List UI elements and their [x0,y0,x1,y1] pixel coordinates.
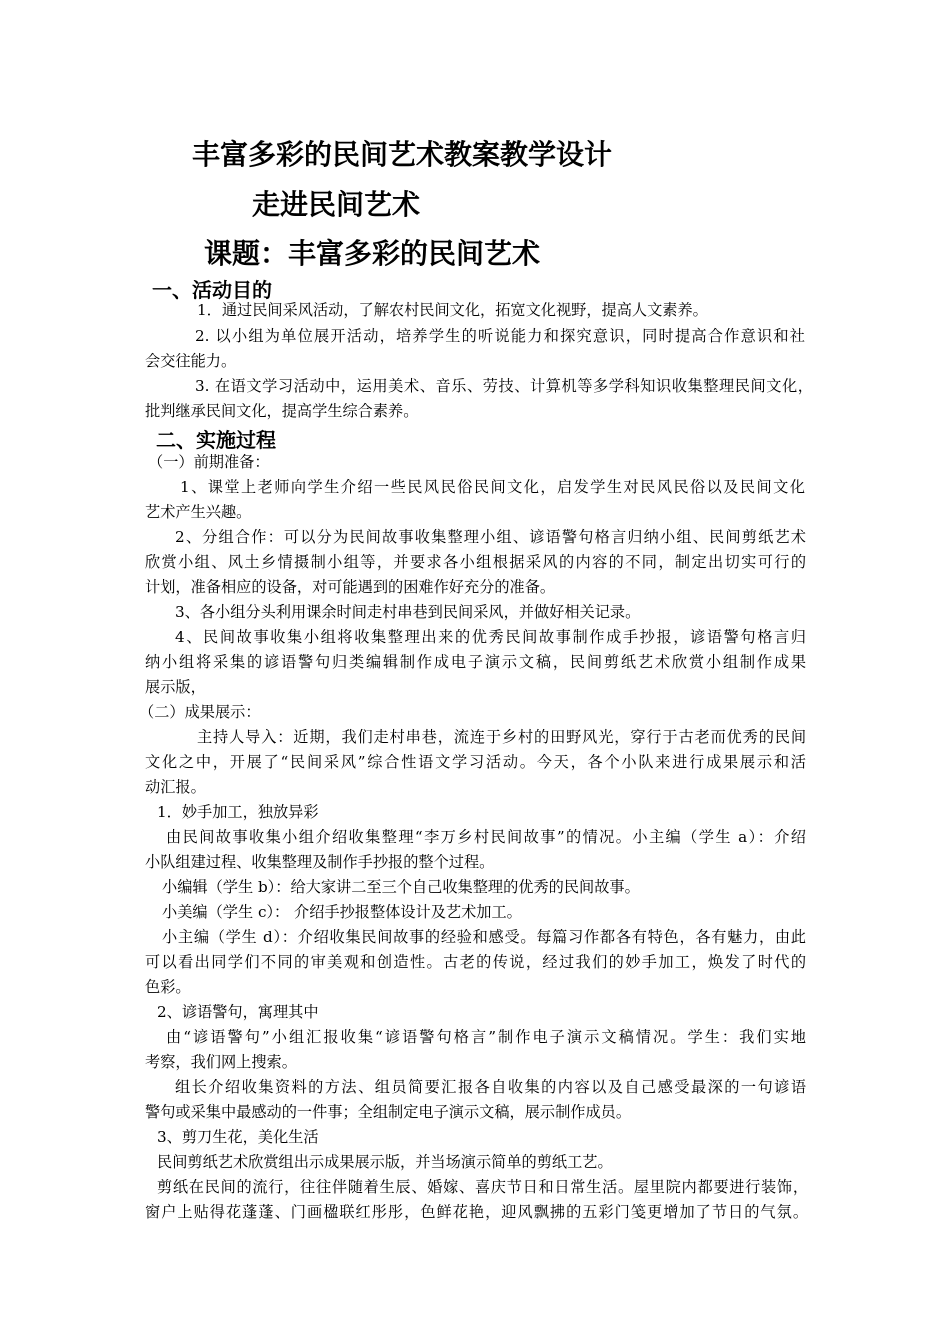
prep-step-2-line-3: 计划，准备相应的设备，对可能遇到的困难作好充分的准备。 [145,578,556,596]
result-item-1-line-2: 小队组建过程、收集整理及制作手抄报的整个过程。 [145,853,495,871]
result-item-1-line-7: 色彩。 [145,978,191,996]
prep-step-1-line-2: 艺术产生兴趣。 [145,503,252,521]
purpose-item-1: 1．通过民间采风活动，了解农村民间文化，拓宽文化视野，提高人文素养。 [197,301,708,319]
doc-title-main: 丰富多彩的民间艺术教案教学设计 [192,138,613,171]
host-intro-line-1: 主持人导入：近期，我们走村串巷，流连于乡村的田野风光，穿行于古老而优秀的民间 [197,728,806,746]
doc-title-sub: 走进民间艺术 [252,188,421,221]
result-item-3-line-3: 窗户上贴得花蓬蓬、门画楹联红彤彤，色鲜花艳，迎风飘拂的五彩门笺更增加了节日的气氛。 [145,1203,808,1221]
result-item-3-line-2: 剪纸在民间的流行，往往伴随着生辰、婚嫁、喜庆节日和日常生活。屋里院内都要进行装饰， [157,1178,808,1196]
prep-step-4-line-1: 4、民间故事收集小组将收集整理出来的优秀民间故事制作成手抄报，谚语警句格言归 [175,628,806,646]
prep-step-1-line-1: 1、课堂上老师向学生介绍一些民风民俗民间文化，启发学生对民风民俗以及民间文化 [180,478,805,496]
section-heading-process: 二、实施过程 [156,428,276,452]
section-heading-purpose: 一、活动目的 [152,278,272,302]
purpose-item-2-line-1: 2. 以小组为单位展开活动，培养学生的听说能力和探究意识，同时提高合作意识和社 [195,327,805,345]
result-item-3-line-1: 民间剪纸艺术欣赏组出示成果展示版，并当场演示简单的剪纸工艺。 [157,1153,613,1171]
purpose-item-3-line-2: 批判继承民间文化，提高学生综合素养。 [145,402,419,420]
result-item-1-line-4: 小美编（学生 c）： 介绍手抄报整体设计及艺术加工。 [162,903,522,921]
result-item-2-line-4: 警句或采集中最感动的一件事；全组制定电子演示文稿，展示制作成员。 [145,1103,631,1121]
result-item-1-line-5: 小主编（学生 d）：介绍收集民间故事的经验和感受。每篇习作都各有特色，各有魅力，由此 [162,928,806,946]
prep-step-3: 3、各小组分头利用课余时间走村串巷到民间采风，并做好相关记录。 [175,603,641,621]
doc-title-topic: 课题：丰富多彩的民间艺术 [204,237,541,270]
host-intro-line-2: 文化之中，开展了“民间采风”综合性语文学习活动。今天，各个小队来进行成果展示和活 [145,753,806,771]
result-item-1-line-6: 可以看出同学们不同的审美观和创造性。古老的传说，经过我们的妙手加工，焕发了时代的 [145,953,806,971]
result-item-2-line-1: 由“谚语警句”小组汇报收集“谚语警句格言”制作电子演示文稿情况。学生：我们实地 [166,1028,806,1046]
result-item-1-heading: 1．妙手加工，独放异彩 [157,803,319,821]
result-item-2-line-3: 组长介绍收集资料的方法、组员简要汇报各自收集的内容以及自己感受最深的一句谚语 [175,1078,806,1096]
prep-step-4-line-2: 纳小组将采集的谚语警句归类编辑制作成电子演示文稿，民间剪纸艺术欣赏小组制作成果 [145,653,806,671]
result-item-3-heading: 3、剪刀生花，美化生活 [157,1128,319,1146]
prep-step-4-line-3: 展示版， [145,678,206,696]
prep-step-2-line-2: 欣赏小组、风土乡情摄制小组等，并要求各小组根据采风的内容的不同，制定出切实可行的 [145,553,806,571]
purpose-item-2-line-2: 会交往能力。 [145,352,237,370]
result-item-2-heading: 2、谚语警句，寓理其中 [157,1003,319,1021]
subheading-preparation: （一）前期准备： [148,453,270,471]
host-intro-line-3: 动汇报。 [145,778,206,796]
prep-step-2-line-1: 2、分组合作：可以分为民间故事收集整理小组、谚语警句格言归纳小组、民间剪纸艺术 [175,528,806,546]
result-item-1-line-3: 小编辑（学生 b）：给大家讲二至三个自己收集整理的优秀的民间故事。 [162,878,640,896]
result-item-2-line-2: 考察，我们网上搜索。 [145,1053,297,1071]
result-item-1-line-1: 由民间故事收集小组介绍收集整理“李万乡村民间故事”的情况。小主编（学生 a）：介绍 [166,828,806,846]
subheading-results: （二）成果展示： [139,703,261,721]
purpose-item-3-line-1: 3. 在语文学习活动中，运用美术、音乐、劳技、计算机等多学科知识收集整理民间文化， [195,377,813,395]
